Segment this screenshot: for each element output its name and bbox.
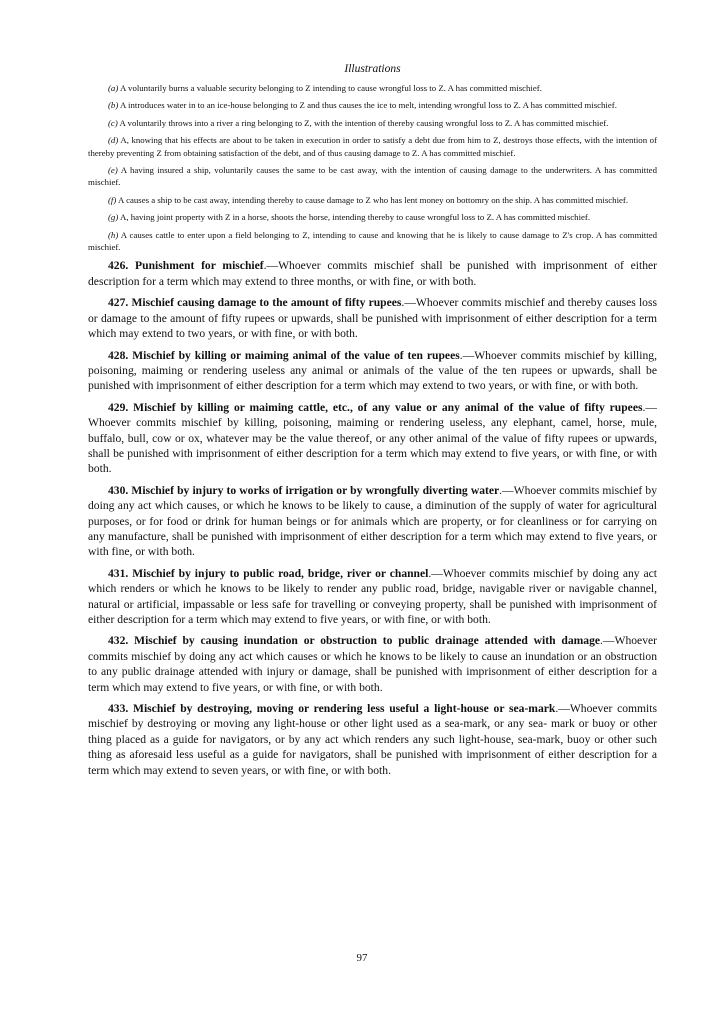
section-title: 428. Mischief by killing or maiming animal of the value of ten rupees xyxy=(108,348,460,362)
section-title: 429. Mischief by killing or maiming cattle, etc., of any value or any animal of the value of fifty rupees xyxy=(108,400,643,414)
illustration-label: (c) xyxy=(108,117,118,128)
illustration-g xyxy=(88,211,657,223)
illustration-label: (e) xyxy=(108,165,118,176)
illustration-label: (b) xyxy=(108,100,119,111)
section-428 xyxy=(88,348,657,394)
illustration-d xyxy=(88,134,657,159)
section-text: .—Whoever commits mischief by destroying or moving any light-house or other light used as a sea-mark, or any sea- mark or buoy or other thing placed as a guide for navigators, or by any act which renders any such light-house, sea-mark, buoy or other such thing as aforesaid less useful as a guide for navigators, shall be punished with imprisonment of either description for a term which may extend to seven years, or with fine, or with both. xyxy=(88,702,658,777)
section-title: 427. Mischief causing damage to the amount of fifty rupees xyxy=(108,296,402,310)
section-431 xyxy=(88,566,657,628)
illustration-text: A causes a ship to be cast away, intending thereby to cause damage to Z who has lent money on bottomry on the ship. A has committed mischief. xyxy=(116,194,629,205)
section-text: .—Whoever commits mischief by doing any act which causes, or which he knows to be likely to cause, a diminution of the supply of water for agricultural purposes, or for food or drink for human beings or for animals which are property, or for cleanliness or for carrying on any manufacture, shall be punished with imprisonment of either description for a term which may extend to five years, or with fine, or with both. xyxy=(88,483,657,559)
section-426 xyxy=(88,258,657,289)
illustration-b xyxy=(88,99,657,111)
section-432 xyxy=(88,633,657,695)
section-433 xyxy=(88,701,657,778)
illustration-text: A having insured a ship, voluntarily causes the same to be cast away, with the intention of causing damage to the underwriters. A has committed mischief. xyxy=(88,165,657,188)
document-page xyxy=(88,62,657,784)
illustration-f xyxy=(88,194,657,206)
section-title: 430. Mischief by injury to works of irrigation or by wrongfully diverting water xyxy=(108,483,500,497)
illustration-text: A voluntarily throws into a river a ring belonging to Z, with the intention of thereby causing wrongful loss to Z. A has committed mischief. xyxy=(117,117,609,128)
section-text: .—Whoever commits mischief by killing, poisoning, maiming or rendering useless any animal or animals of the value of the ten rupees or upwards, shall be punished with imprisonment of either description for a term which may extend to two years, or with fine, or with both. xyxy=(88,348,657,393)
section-427 xyxy=(88,295,657,341)
section-text: .—Whoever commits mischief by doing any act which causes or which he knows to be likely to cause an inundation or an obstruction to any public drainage attended with injury or damage, shall be punished with imprisonment of either description for a term which may extend to five years, or with fine, or with both. xyxy=(88,634,657,694)
section-text: .—Whoever commits mischief by killing, poisoning, maiming or rendering useless, any elephant, camel, horse, mule, buffalo, bull, cow or ox, whatever may be the value thereof, or any other animal of the value of fifty rupees or upwards, shall be punished with imprisonment of either description for a term which may extend to five years, or with fine, or with both. xyxy=(88,400,657,476)
section-title: 433. Mischief by destroying, moving or rendering less useful a light-house or sea-mark xyxy=(108,702,556,716)
illustration-text: A voluntarily burns a valuable security belonging to Z intending to cause wrongful loss to Z. A has committed mischief. xyxy=(118,83,542,93)
illustration-label: (d) xyxy=(108,135,119,146)
section-text: .—Whoever commits mischief by doing any act which renders or which he knows to be likely to render any public road, bridge, navigable river or navigable channel, natural or artificial, impassable or less safe for travelling or conveying property, shall be punished with imprisonment of either description for a term which may extend to five years, or with fine, or with both. xyxy=(88,566,657,626)
illustration-c xyxy=(88,117,657,129)
section-title: 432. Mischief by causing inundation or obstruction to public drainage attended with damage xyxy=(108,634,601,648)
page-number: 97 xyxy=(356,952,368,964)
illustration-h xyxy=(88,229,657,254)
illustration-e xyxy=(88,164,657,189)
illustration-label: (g) xyxy=(108,212,119,223)
section-429 xyxy=(88,400,657,477)
illustration-label: (h) xyxy=(108,229,119,240)
illustration-text: A, having joint property with Z in a horse, shoots the horse, intending thereby to cause wrongful loss to Z. A has committed mischief. xyxy=(118,212,591,223)
section-title: 431. Mischief by injury to public road, bridge, river or channel xyxy=(108,566,429,580)
section-text: .—Whoever commits mischief and thereby causes loss or damage to the amount of fifty rupees or upwards, shall be punished with imprisonment of either description for a term which may extend to two years, or with fine, or with both. xyxy=(88,296,657,341)
illustrations-heading: Illustrations xyxy=(344,63,401,75)
illustration-text: A causes cattle to enter upon a field belonging to Z, intending to cause and knowing that he is likely to cause damage to Z's crop. A has committed mischief. xyxy=(88,229,657,253)
illustration-label: (f) xyxy=(108,194,117,205)
illustration-label: (a) xyxy=(108,83,119,93)
section-title: 426. Punishment for mischief xyxy=(108,259,264,273)
illustration-text: A introduces water in to an ice-house belonging to Z and thus causes the ice to melt, intending wrongful loss to Z. A has committed mischief. xyxy=(118,100,617,111)
illustration-text: A, knowing that his effects are about to be taken in execution in order to satisfy a debt due from him to Z, destroys those effects, with the intention of thereby preventing Z from obtaining satisfaction of the debt, and of thus causing damage to Z. A has committed mischief. xyxy=(88,135,657,158)
section-text: .—Whoever commits mischief shall be punished with imprisonment of either description for a term which may extend to three months, or with fine, or with both. xyxy=(88,259,657,288)
section-430 xyxy=(88,483,657,560)
illustration-a xyxy=(88,82,657,94)
